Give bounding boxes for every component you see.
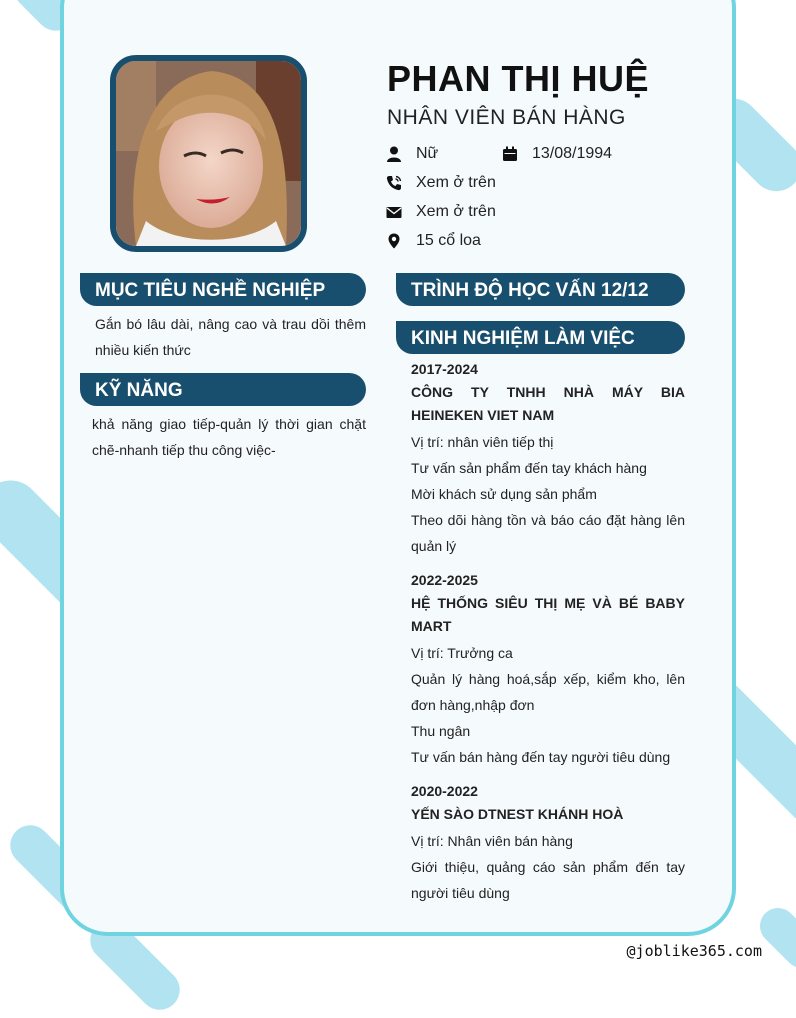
phone-row — [386, 174, 496, 192]
map-pin-icon — [386, 233, 402, 249]
candidate-name: PHAN THỊ HUỆ — [387, 58, 650, 99]
experience-heading: KINH NGHIỆM LÀM VIỆC — [396, 321, 685, 354]
experience-item — [411, 570, 685, 770]
address-row — [386, 232, 481, 250]
objective-text: Gắn bó lâu dài, nâng cao và trau dồi thêm nhiều kiến thức — [95, 316, 366, 358]
experience-item — [411, 781, 685, 906]
email-row — [386, 203, 496, 221]
experience-detail: Vị trí: Trưởng ca — [411, 645, 513, 661]
experience-list — [411, 359, 685, 917]
user-icon — [386, 146, 402, 162]
phone-icon — [386, 175, 402, 191]
skills-text: khả năng giao tiếp-quản lý thời gian chặt chẽ-nhanh tiếp thu công việc- — [92, 416, 366, 458]
avatar-photo — [116, 61, 301, 246]
experience-item — [411, 359, 685, 559]
birthdate-row — [502, 145, 612, 163]
objective-heading: MỤC TIÊU NGHỀ NGHIỆP — [80, 273, 366, 306]
watermark: @joblike365.com — [626, 942, 762, 960]
experience-years: 2020-2022 — [411, 783, 478, 799]
envelope-icon — [386, 204, 402, 220]
experience-detail: Giới thiệu, quảng cáo sản phẩm đến tay người tiêu dùng — [411, 859, 685, 901]
experience-detail: Mời khách sử dụng sản phẩm — [411, 486, 597, 502]
address-value: 15 cổ loa — [416, 232, 481, 249]
experience-years: 2022-2025 — [411, 572, 478, 588]
experience-detail: Theo dõi hàng tồn và báo cáo đặt hàng lên quản lý — [411, 512, 685, 554]
avatar — [110, 55, 307, 252]
education-heading: TRÌNH ĐỘ HỌC VẤN 12/12 — [396, 273, 685, 306]
experience-company: HỆ THỐNG SIÊU THỊ MẸ VÀ BÉ BABY MART — [411, 595, 685, 634]
gender-value: Nữ — [416, 145, 439, 162]
experience-detail: Thu ngân — [411, 723, 471, 739]
experience-detail: Vị trí: Nhân viên bán hàng — [411, 833, 573, 849]
phone-value: Xem ở trên — [416, 174, 496, 191]
experience-company: YẾN SÀO DTNEST KHÁNH HOÀ — [411, 806, 624, 822]
experience-detail: Tư vấn sản phẩm đến tay khách hàng — [411, 460, 647, 476]
candidate-position: NHÂN VIÊN BÁN HÀNG — [387, 106, 626, 129]
calendar-icon — [502, 146, 518, 162]
experience-detail: Vị trí: nhân viên tiếp thị — [411, 434, 554, 450]
experience-company: CÔNG TY TNHH NHÀ MÁY BIA HEINEKEN VIET NAM — [411, 384, 685, 423]
experience-detail: Tư vấn bán hàng đến tay người tiêu dùng — [411, 749, 671, 765]
experience-years: 2017-2024 — [411, 361, 478, 377]
skills-heading: KỸ NĂNG — [80, 373, 366, 406]
birthdate-value: 13/08/1994 — [532, 145, 613, 162]
experience-detail: Quản lý hàng hoá,sắp xếp, kiểm kho, lên đơn hàng,nhập đơn — [411, 671, 685, 713]
email-value: Xem ở trên — [416, 203, 496, 220]
gender-row — [386, 145, 438, 163]
bg-stripe — [753, 901, 796, 976]
